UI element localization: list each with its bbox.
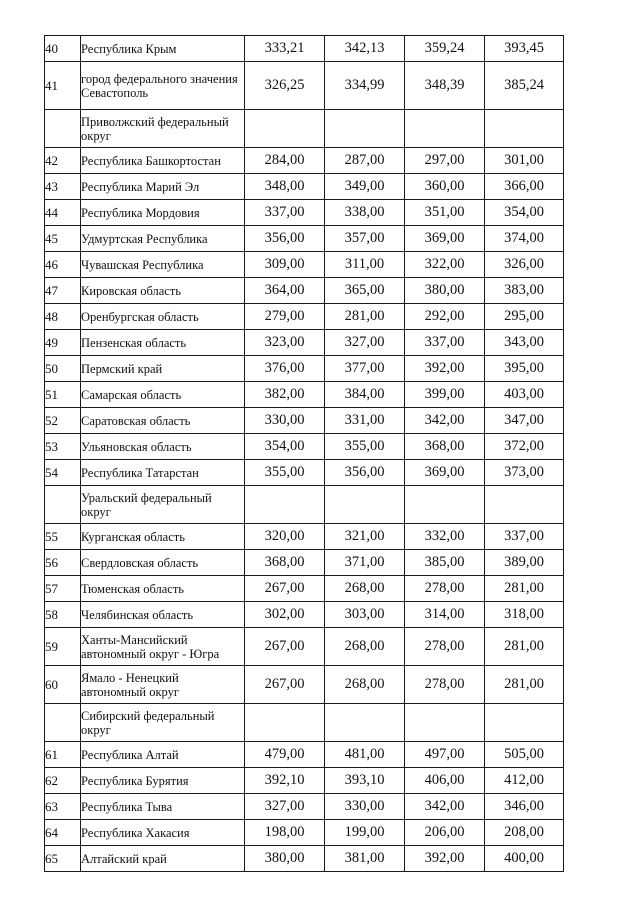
value-cell-2: 199,00 — [325, 820, 405, 846]
row-number: 47 — [45, 278, 81, 304]
row-number-cell — [45, 704, 81, 742]
value-cell-3: 351,00 — [405, 200, 485, 226]
table-row — [45, 62, 564, 110]
value-cell — [485, 486, 564, 524]
value-cell-2: 377,00 — [325, 356, 405, 382]
table-row — [45, 226, 564, 252]
value-cell-3: 406,00 — [405, 768, 485, 794]
value-cell-3: 322,00 — [405, 252, 485, 278]
region-name: Пензенская область — [81, 330, 245, 356]
table-row — [45, 278, 564, 304]
value-cell-1: 302,00 — [245, 602, 325, 628]
region-name: Саратовская область — [81, 408, 245, 434]
value-cell-1: 330,00 — [245, 408, 325, 434]
table-body — [45, 36, 564, 872]
value-cell-4: 505,00 — [485, 742, 564, 768]
table-row — [45, 356, 564, 382]
row-number: 40 — [45, 36, 81, 62]
value-cell-4: 347,00 — [485, 408, 564, 434]
value-cell-1: 323,00 — [245, 330, 325, 356]
value-cell-2: 330,00 — [325, 794, 405, 820]
value-cell-1: 327,00 — [245, 794, 325, 820]
value-cell-3: 369,00 — [405, 460, 485, 486]
value-cell — [405, 704, 485, 742]
table-row — [45, 846, 564, 872]
value-cell-4: 412,00 — [485, 768, 564, 794]
value-cell-3: 297,00 — [405, 148, 485, 174]
value-cell — [325, 110, 405, 148]
value-cell-2: 365,00 — [325, 278, 405, 304]
region-name: Республика Татарстан — [81, 460, 245, 486]
value-cell — [245, 110, 325, 148]
table-row — [45, 252, 564, 278]
row-number: 51 — [45, 382, 81, 408]
table-row — [45, 174, 564, 200]
table-row — [45, 628, 564, 666]
district-heading-row — [45, 110, 564, 148]
table-row — [45, 524, 564, 550]
row-number: 44 — [45, 200, 81, 226]
value-cell-1: 356,00 — [245, 226, 325, 252]
region-name: Пермский край — [81, 356, 245, 382]
region-name: Челябинская область — [81, 602, 245, 628]
row-number: 65 — [45, 846, 81, 872]
row-number: 63 — [45, 794, 81, 820]
value-cell-1: 355,00 — [245, 460, 325, 486]
value-cell — [405, 110, 485, 148]
value-cell-4: 373,00 — [485, 460, 564, 486]
value-cell-4: 318,00 — [485, 602, 564, 628]
value-cell-3: 314,00 — [405, 602, 485, 628]
table-row — [45, 550, 564, 576]
region-name: Республика Марий Эл — [81, 174, 245, 200]
value-cell — [325, 486, 405, 524]
table-row — [45, 36, 564, 62]
table-row — [45, 304, 564, 330]
tariff-table — [44, 35, 564, 872]
region-name: Республика Башкортостан — [81, 148, 245, 174]
value-cell-2: 338,00 — [325, 200, 405, 226]
row-number-cell — [45, 486, 81, 524]
value-cell-1: 392,10 — [245, 768, 325, 794]
region-name: Ямало - Ненецкий автономный округ — [81, 666, 245, 704]
region-name: Курганская область — [81, 524, 245, 550]
table-row — [45, 794, 564, 820]
value-cell-4: 393,45 — [485, 36, 564, 62]
value-cell-3: 206,00 — [405, 820, 485, 846]
value-cell-1: 320,00 — [245, 524, 325, 550]
row-number: 55 — [45, 524, 81, 550]
row-number: 48 — [45, 304, 81, 330]
value-cell-4: 372,00 — [485, 434, 564, 460]
value-cell-2: 321,00 — [325, 524, 405, 550]
value-cell-1: 309,00 — [245, 252, 325, 278]
value-cell-1: 337,00 — [245, 200, 325, 226]
value-cell-2: 268,00 — [325, 628, 405, 666]
row-number: 46 — [45, 252, 81, 278]
region-name: Свердловская область — [81, 550, 245, 576]
value-cell-3: 348,39 — [405, 62, 485, 110]
value-cell-3: 359,24 — [405, 36, 485, 62]
table-row — [45, 768, 564, 794]
value-cell-4: 208,00 — [485, 820, 564, 846]
region-name: Республика Алтай — [81, 742, 245, 768]
value-cell-1: 267,00 — [245, 666, 325, 704]
district-heading: Уральский федеральный округ — [81, 486, 245, 524]
value-cell-1: 364,00 — [245, 278, 325, 304]
value-cell-1: 380,00 — [245, 846, 325, 872]
value-cell-2: 327,00 — [325, 330, 405, 356]
value-cell-3: 332,00 — [405, 524, 485, 550]
value-cell-2: 481,00 — [325, 742, 405, 768]
row-number: 43 — [45, 174, 81, 200]
value-cell-3: 337,00 — [405, 330, 485, 356]
district-heading-row — [45, 704, 564, 742]
region-name: Республика Хакасия — [81, 820, 245, 846]
value-cell-1: 333,21 — [245, 36, 325, 62]
value-cell-3: 278,00 — [405, 628, 485, 666]
table-row — [45, 200, 564, 226]
row-number: 53 — [45, 434, 81, 460]
row-number: 62 — [45, 768, 81, 794]
value-cell-3: 392,00 — [405, 846, 485, 872]
row-number: 59 — [45, 628, 81, 666]
value-cell-4: 366,00 — [485, 174, 564, 200]
region-name: Самарская область — [81, 382, 245, 408]
value-cell-4: 389,00 — [485, 550, 564, 576]
table-row — [45, 820, 564, 846]
row-number: 50 — [45, 356, 81, 382]
value-cell-1: 479,00 — [245, 742, 325, 768]
value-cell-4: 374,00 — [485, 226, 564, 252]
value-cell-2: 268,00 — [325, 576, 405, 602]
value-cell-1: 284,00 — [245, 148, 325, 174]
value-cell-4: 301,00 — [485, 148, 564, 174]
value-cell-4: 281,00 — [485, 628, 564, 666]
value-cell-3: 380,00 — [405, 278, 485, 304]
value-cell-2: 334,99 — [325, 62, 405, 110]
value-cell-1: 326,25 — [245, 62, 325, 110]
value-cell-4: 295,00 — [485, 304, 564, 330]
region-name: Тюменская область — [81, 576, 245, 602]
row-number: 42 — [45, 148, 81, 174]
table-row — [45, 602, 564, 628]
value-cell-1: 267,00 — [245, 576, 325, 602]
value-cell-1: 354,00 — [245, 434, 325, 460]
region-name: Удмуртская Республика — [81, 226, 245, 252]
value-cell-3: 399,00 — [405, 382, 485, 408]
region-name: Оренбургская область — [81, 304, 245, 330]
value-cell — [485, 110, 564, 148]
table-row — [45, 742, 564, 768]
value-cell-2: 355,00 — [325, 434, 405, 460]
value-cell — [405, 486, 485, 524]
region-name: Республика Тыва — [81, 794, 245, 820]
value-cell-4: 385,24 — [485, 62, 564, 110]
district-heading-row — [45, 486, 564, 524]
value-cell-4: 281,00 — [485, 576, 564, 602]
table-row — [45, 576, 564, 602]
row-number: 52 — [45, 408, 81, 434]
value-cell-2: 356,00 — [325, 460, 405, 486]
value-cell-3: 292,00 — [405, 304, 485, 330]
value-cell-2: 281,00 — [325, 304, 405, 330]
value-cell-4: 354,00 — [485, 200, 564, 226]
region-name: Алтайский край — [81, 846, 245, 872]
region-name: Чувашская Республика — [81, 252, 245, 278]
row-number: 57 — [45, 576, 81, 602]
value-cell-3: 392,00 — [405, 356, 485, 382]
value-cell — [325, 704, 405, 742]
value-cell — [485, 704, 564, 742]
region-name: Республика Бурятия — [81, 768, 245, 794]
value-cell-3: 278,00 — [405, 576, 485, 602]
value-cell-4: 281,00 — [485, 666, 564, 704]
value-cell-4: 395,00 — [485, 356, 564, 382]
value-cell-3: 368,00 — [405, 434, 485, 460]
row-number: 58 — [45, 602, 81, 628]
value-cell-2: 311,00 — [325, 252, 405, 278]
value-cell-1: 376,00 — [245, 356, 325, 382]
value-cell-3: 278,00 — [405, 666, 485, 704]
table-row — [45, 666, 564, 704]
value-cell-1: 382,00 — [245, 382, 325, 408]
value-cell — [245, 704, 325, 742]
value-cell-4: 400,00 — [485, 846, 564, 872]
region-name: Ханты-Мансийский автономный округ - Югра — [81, 628, 245, 666]
region-name: Ульяновская область — [81, 434, 245, 460]
district-heading: Приволжский федеральный округ — [81, 110, 245, 148]
value-cell-1: 279,00 — [245, 304, 325, 330]
row-number: 60 — [45, 666, 81, 704]
value-cell-2: 331,00 — [325, 408, 405, 434]
region-name: Республика Мордовия — [81, 200, 245, 226]
value-cell-2: 349,00 — [325, 174, 405, 200]
value-cell-2: 357,00 — [325, 226, 405, 252]
value-cell-2: 393,10 — [325, 768, 405, 794]
value-cell-3: 385,00 — [405, 550, 485, 576]
row-number: 64 — [45, 820, 81, 846]
row-number-cell — [45, 110, 81, 148]
table-row — [45, 460, 564, 486]
value-cell-4: 337,00 — [485, 524, 564, 550]
value-cell — [245, 486, 325, 524]
value-cell-1: 267,00 — [245, 628, 325, 666]
value-cell-4: 346,00 — [485, 794, 564, 820]
value-cell-2: 268,00 — [325, 666, 405, 704]
value-cell-3: 369,00 — [405, 226, 485, 252]
value-cell-4: 326,00 — [485, 252, 564, 278]
region-name: Республика Крым — [81, 36, 245, 62]
value-cell-1: 198,00 — [245, 820, 325, 846]
value-cell-4: 343,00 — [485, 330, 564, 356]
table-row — [45, 434, 564, 460]
region-name: Кировская область — [81, 278, 245, 304]
row-number: 54 — [45, 460, 81, 486]
value-cell-3: 342,00 — [405, 408, 485, 434]
value-cell-2: 371,00 — [325, 550, 405, 576]
row-number: 45 — [45, 226, 81, 252]
row-number: 56 — [45, 550, 81, 576]
value-cell-3: 497,00 — [405, 742, 485, 768]
value-cell-3: 342,00 — [405, 794, 485, 820]
table-row — [45, 382, 564, 408]
value-cell-2: 287,00 — [325, 148, 405, 174]
value-cell-1: 368,00 — [245, 550, 325, 576]
value-cell-2: 342,13 — [325, 36, 405, 62]
value-cell-1: 348,00 — [245, 174, 325, 200]
region-name: город федерального значения Севастополь — [81, 62, 245, 110]
district-heading: Сибирский федеральный округ — [81, 704, 245, 742]
value-cell-2: 303,00 — [325, 602, 405, 628]
row-number: 49 — [45, 330, 81, 356]
row-number: 41 — [45, 62, 81, 110]
table-row — [45, 148, 564, 174]
value-cell-3: 360,00 — [405, 174, 485, 200]
value-cell-2: 381,00 — [325, 846, 405, 872]
value-cell-4: 403,00 — [485, 382, 564, 408]
table-row — [45, 408, 564, 434]
value-cell-2: 384,00 — [325, 382, 405, 408]
row-number: 61 — [45, 742, 81, 768]
value-cell-4: 383,00 — [485, 278, 564, 304]
table-row — [45, 330, 564, 356]
